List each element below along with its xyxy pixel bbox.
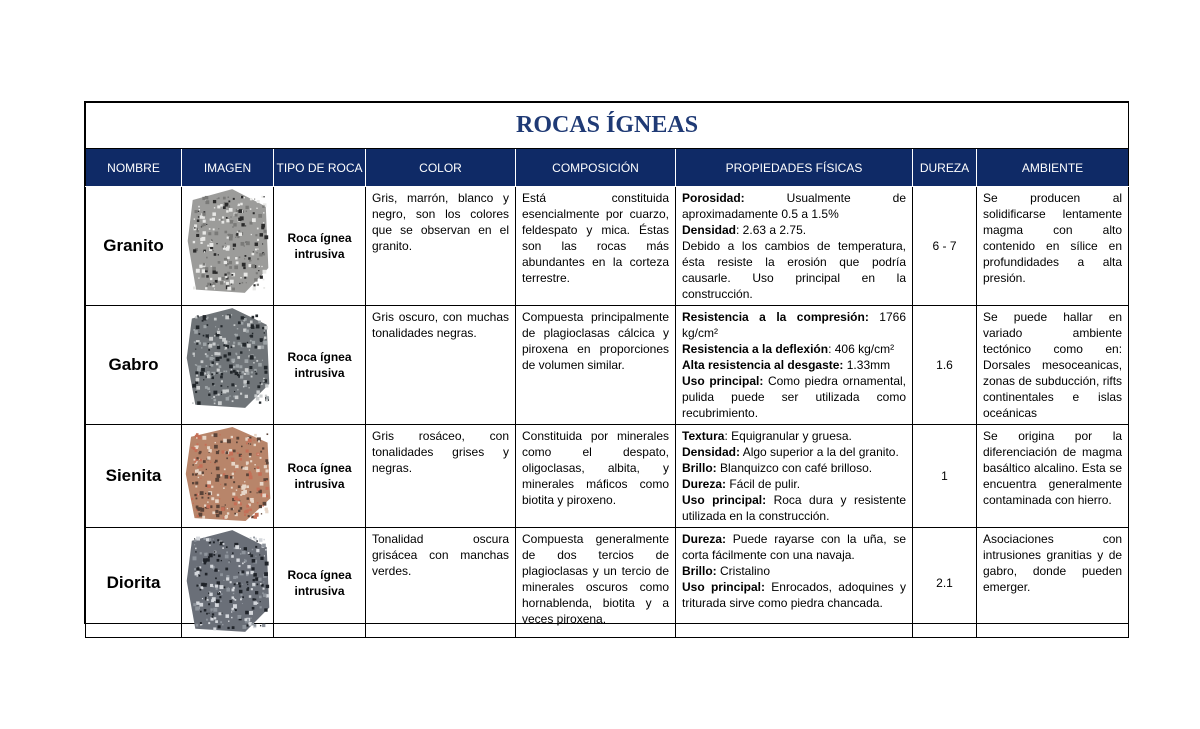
property-text: Usualmente de aproximadamente 0.5 a 1.5% <box>682 191 906 221</box>
rocks-table-sheet <box>84 101 1129 624</box>
property-text: : 406 kg/cm² <box>828 342 895 356</box>
property-line <box>682 444 906 460</box>
property-text: : 2.63 a 2.75. <box>736 223 807 237</box>
header-composicion: COMPOSICIÓN <box>516 149 676 187</box>
rock-image-cell <box>182 425 274 528</box>
rock-image-cell <box>182 528 274 638</box>
property-line <box>682 531 906 563</box>
rock-color: Gris rosáceo, con tonalidades grises y negras. <box>366 425 516 528</box>
property-line <box>682 563 906 579</box>
property-text: Como piedra ornamental, pulida puede ser utilizada como recubrimiento. <box>682 374 906 420</box>
rock-composition: Compuesta generalmente de dos tercios de plagioclasas y un tercio de minerales oscuros como hornablenda, biotita y a veces piroxena. <box>516 528 676 638</box>
header-nombre: NOMBRE <box>86 149 182 187</box>
property-line <box>682 476 906 492</box>
table-title: ROCAS ÍGNEAS <box>86 103 1129 149</box>
granite-rock-image <box>186 187 270 295</box>
property-label: Dureza: <box>682 532 727 546</box>
property-text: : Equigranular y gruesa. <box>724 429 852 443</box>
header-propiedades: PROPIEDADES FÍSICAS <box>676 149 913 187</box>
property-text: Algo superior a la del granito. <box>740 445 899 459</box>
rock-environment: Se puede hallar en variado ambiente tectónico como en: Dorsales mesoceanicas, zonas de subducción, rifts continentales e islas oceánicas <box>977 306 1129 425</box>
property-label: Porosidad: <box>682 191 745 205</box>
property-label: Densidad <box>682 223 737 237</box>
property-line <box>682 460 906 476</box>
rock-name: Diorita <box>86 528 182 638</box>
property-label: Brillo: <box>682 461 717 475</box>
property-label: Densidad: <box>682 445 741 459</box>
property-text: Debido a los cambios de temperatura, ésta resiste la erosión que podría causarle. Uso principal en la construcción. <box>682 239 906 301</box>
table-row <box>86 528 1129 638</box>
table-row <box>86 306 1129 425</box>
rock-color: Gris oscuro, con muchas tonalidades negras. <box>366 306 516 425</box>
rock-name: Granito <box>86 187 182 306</box>
rock-environment: Asociaciones con intrusiones granitias y de gabro, donde pueden emerger. <box>977 528 1129 638</box>
property-line <box>682 428 906 444</box>
rock-name: Sienita <box>86 425 182 528</box>
property-text: Puede rayarse con la uña, se corta fácilmente con una navaja. <box>682 532 906 562</box>
property-line <box>682 309 906 341</box>
property-text: Blanquizco con café brilloso. <box>716 461 873 475</box>
rock-type: Roca ígnea intrusiva <box>274 306 366 425</box>
rock-composition: Está constituida esencialmente por cuarzo, feldespato y mica. Éstas son las rocas más abundantes en la corteza terrestre. <box>516 187 676 306</box>
property-line <box>682 238 906 302</box>
rock-type: Roca ígnea intrusiva <box>274 425 366 528</box>
header-ambiente: AMBIENTE <box>977 149 1129 187</box>
rock-environment: Se origina por la diferenciación de magma basáltico alcalino. Esta se encuentra generalmente contaminada con hierro. <box>977 425 1129 528</box>
property-text: Fácil de pulir. <box>726 477 801 491</box>
property-text: 1.33mm <box>843 358 891 372</box>
property-text: Cristalino <box>716 564 771 578</box>
property-label: Dureza: <box>682 477 727 491</box>
rock-hardness: 2.1 <box>913 528 977 638</box>
rock-type: Roca ígnea intrusiva <box>274 528 366 638</box>
property-line <box>682 222 906 238</box>
property-line <box>682 579 906 611</box>
gabbro-rock-image <box>185 306 271 410</box>
header-dureza: DUREZA <box>913 149 977 187</box>
property-line <box>682 492 906 524</box>
rock-color: Tonalidad oscura grisácea con manchas verdes. <box>366 528 516 638</box>
rock-hardness: 1 <box>913 425 977 528</box>
property-label: Resistencia a la deflexión <box>682 342 829 356</box>
rock-image-cell <box>182 306 274 425</box>
rock-hardness: 6 - 7 <box>913 187 977 306</box>
property-line <box>682 357 906 373</box>
rock-hardness: 1.6 <box>913 306 977 425</box>
property-label: Uso principal: <box>682 493 767 507</box>
rock-color: Gris, marrón, blanco y negro, son los colores que se observan en el granito. <box>366 187 516 306</box>
header-tipo: TIPO DE ROCA <box>274 149 366 187</box>
rock-image-cell <box>182 187 274 306</box>
property-text: 1766 kg/cm² <box>682 310 906 340</box>
table-row <box>86 425 1129 528</box>
rocks-table <box>85 102 1129 638</box>
property-label: Brillo: <box>682 564 717 578</box>
property-line <box>682 341 906 357</box>
rock-composition: Constituida por minerales como el despato, oligoclasas, albita, y minerales máficos como biotita y piroxeno. <box>516 425 676 528</box>
property-line <box>682 373 906 421</box>
rock-properties <box>676 425 913 528</box>
property-line <box>682 190 906 222</box>
rock-name: Gabro <box>86 306 182 425</box>
rock-properties <box>676 187 913 306</box>
rock-properties <box>676 528 913 638</box>
header-color: COLOR <box>366 149 516 187</box>
header-imagen: IMAGEN <box>182 149 274 187</box>
property-label: Alta resistencia al desgaste: <box>682 358 844 372</box>
rock-composition: Compuesta principalmente de plagioclasas cálcica y piroxena en proporciones de volumen similar. <box>516 306 676 425</box>
diorite-rock-image <box>185 528 271 634</box>
property-text: Roca dura y resistente utilizada en la construcción. <box>682 493 906 523</box>
property-label: Uso principal: <box>682 580 765 594</box>
rock-properties <box>676 306 913 425</box>
property-text: Enrocados, adoquines y triturada sirve como piedra chancada. <box>682 580 906 610</box>
property-label: Resistencia a la compresión: <box>682 310 869 324</box>
table-row <box>86 187 1129 306</box>
header-row <box>86 149 1129 187</box>
rock-environment: Se producen al solidificarse lentamente magma con alto contenido en sílice en profundidades a alta presión. <box>977 187 1129 306</box>
property-label: Uso principal: <box>682 374 764 388</box>
property-label: Textura <box>682 429 725 443</box>
rock-type: Roca ígnea intrusiva <box>274 187 366 306</box>
syenite-rock-image <box>184 425 272 523</box>
